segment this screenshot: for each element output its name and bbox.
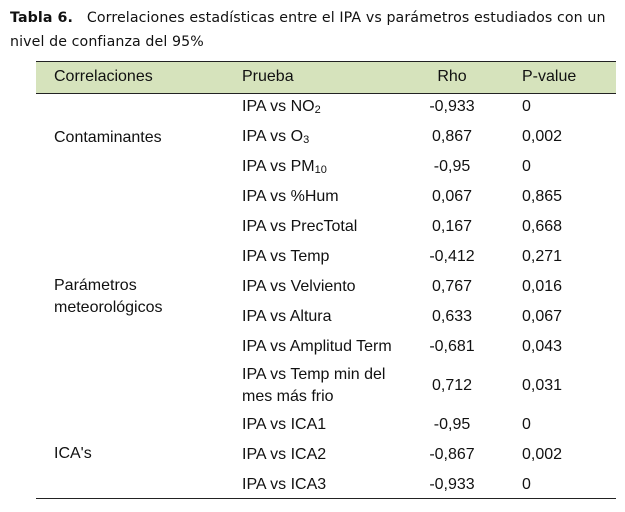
prueba-cell: IPA vs $NO_2$ — [242, 98, 321, 116]
table-row — [36, 364, 616, 412]
p-value-cell: 0,067 — [522, 308, 563, 325]
p-value-cell: 0,031 — [522, 377, 563, 394]
caption-label: Tabla 6. — [10, 10, 74, 26]
p-value-cell: 0 — [522, 98, 531, 115]
table-header — [36, 61, 616, 94]
prueba-cell: IPA vs Velviento — [242, 278, 356, 295]
rho-cell: -0,412 — [429, 248, 475, 265]
p-value-cell: 0,271 — [522, 248, 563, 265]
prueba-cell: IPA vs ICA3 — [242, 476, 327, 493]
p-value-cell: 0,043 — [522, 338, 563, 355]
correlation-table — [36, 61, 616, 502]
group-label-icas: ICA's — [54, 445, 92, 462]
prueba-cell: IPA vs %Hum — [242, 188, 339, 205]
prueba-cell: IPA vs Amplitud Term — [242, 338, 392, 355]
prueba-cell: IPA vs Temp — [242, 248, 330, 265]
rho-cell: 0,712 — [431, 377, 473, 394]
group-label-meteorologicos: Parámetros meteorológicos — [54, 277, 163, 316]
p-value-cell: 0,002 — [522, 128, 563, 145]
p-value-cell: 0 — [522, 158, 531, 175]
prueba-cell: IPA vs Temp min del mes más frio — [242, 366, 386, 405]
rho-cell: 0,867 — [431, 128, 473, 145]
rho-cell: -0,867 — [429, 446, 475, 463]
rho-cell: 0,767 — [431, 278, 473, 295]
rho-cell: -0,681 — [429, 338, 475, 355]
prueba-cell: IPA vs $O_3$ — [242, 128, 310, 146]
rho-cell: 0,633 — [431, 308, 473, 325]
rho-cell: -0,933 — [429, 476, 475, 493]
table-row — [36, 184, 616, 214]
table-caption — [10, 6, 622, 54]
table-row — [36, 442, 616, 472]
table-row — [36, 154, 616, 184]
prueba-cell: IPA vs PrecTotal — [242, 218, 358, 235]
header-p-value: P-value — [522, 68, 577, 85]
header-rho: Rho — [437, 68, 467, 85]
rho-cell: -0,95 — [433, 158, 471, 175]
rho-cell: -0,933 — [429, 98, 475, 115]
p-value-cell: 0,668 — [522, 218, 563, 235]
table-bottom-rule — [36, 498, 616, 499]
rho-cell: -0,95 — [433, 416, 471, 433]
header-prueba: Prueba — [242, 68, 294, 85]
caption-text: Correlaciones estadísticas entre el IPA vs parámetros estudiados con un nivel de confianza del 95% — [10, 10, 606, 50]
p-value-cell: 0,016 — [522, 278, 563, 295]
group-label-contaminantes: Contaminantes — [54, 129, 162, 146]
table-row — [36, 412, 616, 442]
p-value-cell: 0,865 — [522, 188, 563, 205]
table-row — [36, 244, 616, 274]
rho-cell: 0,067 — [431, 188, 473, 205]
table-row — [36, 94, 616, 124]
prueba-cell: IPA vs ICA2 — [242, 446, 327, 463]
table-row — [36, 214, 616, 244]
table-body — [36, 94, 616, 502]
p-value-cell: 0,002 — [522, 446, 563, 463]
p-value-cell: 0 — [522, 416, 531, 433]
prueba-cell: IPA vs ICA1 — [242, 416, 327, 433]
p-value-cell: 0 — [522, 476, 531, 493]
prueba-cell: IPA vs Altura — [242, 308, 332, 325]
header-correlaciones: Correlaciones — [54, 68, 153, 85]
table-row — [36, 334, 616, 364]
rho-cell: 0,167 — [431, 218, 473, 235]
prueba-cell: IPA vs $PM_{10}$ — [242, 158, 327, 176]
